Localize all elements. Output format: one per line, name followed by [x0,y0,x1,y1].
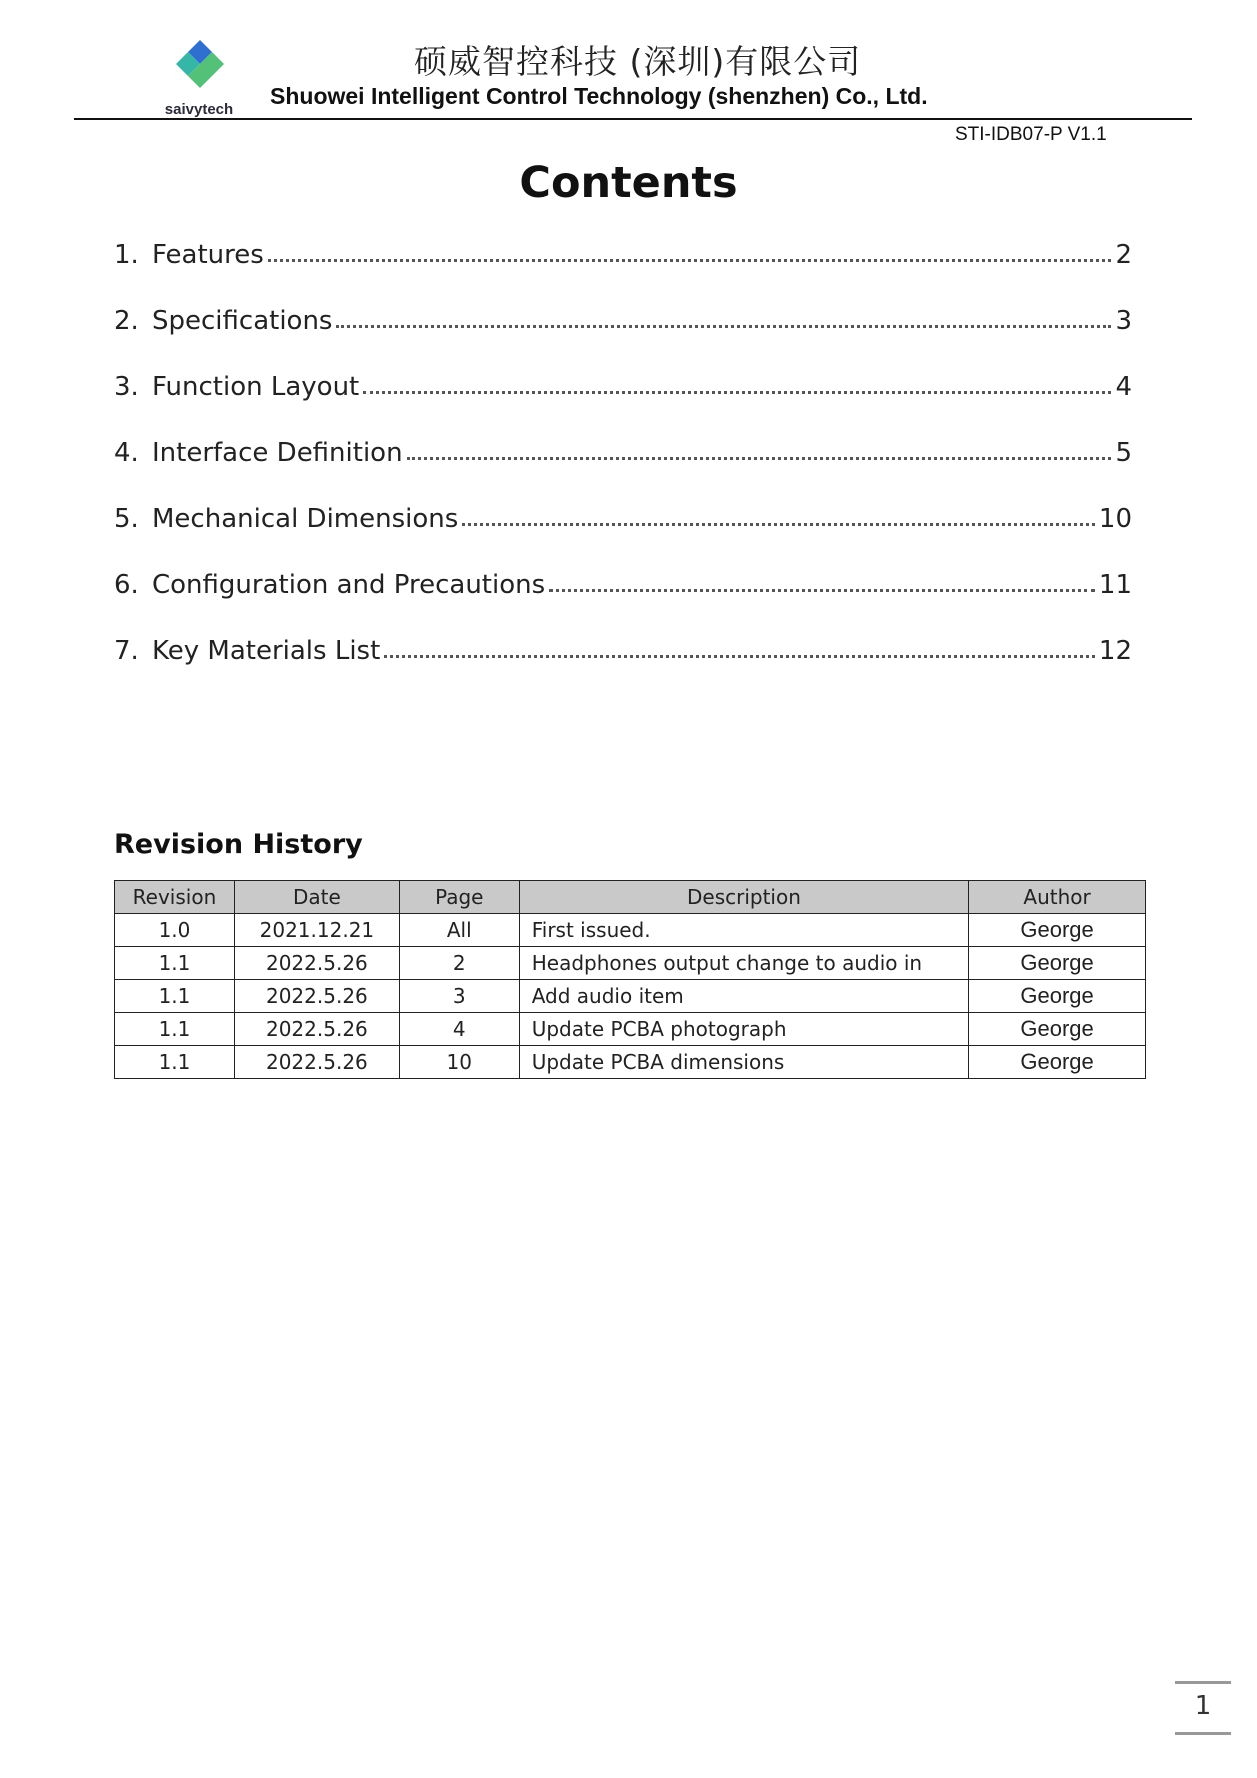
toc-entry-number: 4. [114,438,139,468]
cell-revision: 1.1 [115,980,235,1013]
document-id: STI-IDB07-P V1.1 [955,124,1107,145]
toc-entry-page: 5 [1115,438,1132,468]
saivytech-logo-icon [176,38,224,92]
cell-description: Update PCBA dimensions [519,1046,968,1079]
cell-author: George [969,1013,1146,1046]
cell-page: 10 [399,1046,519,1079]
header-divider [74,118,1192,120]
cell-description: First issued. [519,914,968,947]
toc-entry-number: 7. [114,636,139,666]
page-title: Contents [519,158,738,208]
toc-entry-label: Configuration and Precautions [152,570,546,600]
cell-date: 2022.5.26 [234,980,399,1013]
cell-revision: 1.1 [115,1013,235,1046]
toc-entry-configuration-precautions[interactable] [114,560,1132,600]
logo-wordmark: saivytech [164,101,234,118]
cell-author: George [969,980,1146,1013]
page-number-rule-bottom [1175,1732,1231,1735]
cell-description: Headphones output change to audio in [519,947,968,980]
cell-description: Update PCBA photograph [519,1013,968,1046]
page-number-rule-top [1175,1681,1231,1684]
column-header-revision: Revision [115,881,235,914]
cell-date: 2022.5.26 [234,1013,399,1046]
toc-entry-mechanical-dimensions[interactable] [114,494,1132,534]
cell-revision: 1.0 [115,914,235,947]
column-header-author: Author [969,881,1146,914]
cell-page: 3 [399,980,519,1013]
page-number: 1 [1194,1691,1212,1721]
company-name-chinese: 硕威智控科技 (深圳)有限公司 [414,42,862,81]
toc-entry-label: Function Layout [152,372,360,402]
cell-author: George [969,1046,1146,1079]
toc-entry-number: 3. [114,372,139,402]
table-row [115,1046,1146,1079]
toc-entry-page: 4 [1115,372,1132,402]
table-row [115,947,1146,980]
column-header-description: Description [519,881,968,914]
toc-leader-dots [384,655,1095,658]
toc-entry-label: Mechanical Dimensions [152,504,459,534]
toc-entry-features[interactable] [114,230,1132,270]
page-number-box [1175,1681,1231,1735]
toc-entry-page: 11 [1098,570,1132,600]
cell-date: 2022.5.26 [234,947,399,980]
cell-revision: 1.1 [115,1046,235,1079]
toc-entry-interface-definition[interactable] [114,428,1132,468]
revision-history-heading: Revision History [114,829,363,860]
table-row [115,914,1146,947]
page-header [74,30,1192,119]
cell-page: All [399,914,519,947]
toc-entry-number: 1. [114,240,139,270]
cell-page: 2 [399,947,519,980]
toc-entry-page: 12 [1098,636,1132,666]
table-header-row [115,881,1146,914]
cell-page: 4 [399,1013,519,1046]
toc-leader-dots [407,457,1112,460]
cell-author: George [969,914,1146,947]
cell-description: Add audio item [519,980,968,1013]
cell-author: George [969,947,1146,980]
column-header-page: Page [399,881,519,914]
toc-leader-dots [462,523,1095,526]
toc-leader-dots [549,589,1095,592]
toc-entry-label: Interface Definition [152,438,403,468]
cell-revision: 1.1 [115,947,235,980]
toc-entry-key-materials-list[interactable] [114,626,1132,666]
cell-date: 2021.12.21 [234,914,399,947]
toc-entry-specifications[interactable] [114,296,1132,336]
table-row [115,1013,1146,1046]
toc-leader-dots [336,325,1111,328]
toc-entry-function-layout[interactable] [114,362,1132,402]
toc-entry-page: 3 [1115,306,1132,336]
cell-date: 2022.5.26 [234,1046,399,1079]
toc-entry-label: Key Materials List [152,636,381,666]
column-header-date: Date [234,881,399,914]
toc-entry-number: 2. [114,306,139,336]
toc-entry-label: Features [152,240,264,270]
toc-leader-dots [268,259,1112,262]
toc-entry-page: 10 [1098,504,1132,534]
revision-history-table [114,880,1146,1079]
table-row [115,980,1146,1013]
toc-entry-page: 2 [1115,240,1132,270]
toc-entry-number: 5. [114,504,139,534]
toc-leader-dots [363,391,1111,394]
toc-entry-label: Specifications [152,306,333,336]
company-logo [154,38,244,118]
company-name-english: Shuowei Intelligent Control Technology (shenzhen) Co., Ltd. [270,83,928,109]
toc-entry-number: 6. [114,570,139,600]
